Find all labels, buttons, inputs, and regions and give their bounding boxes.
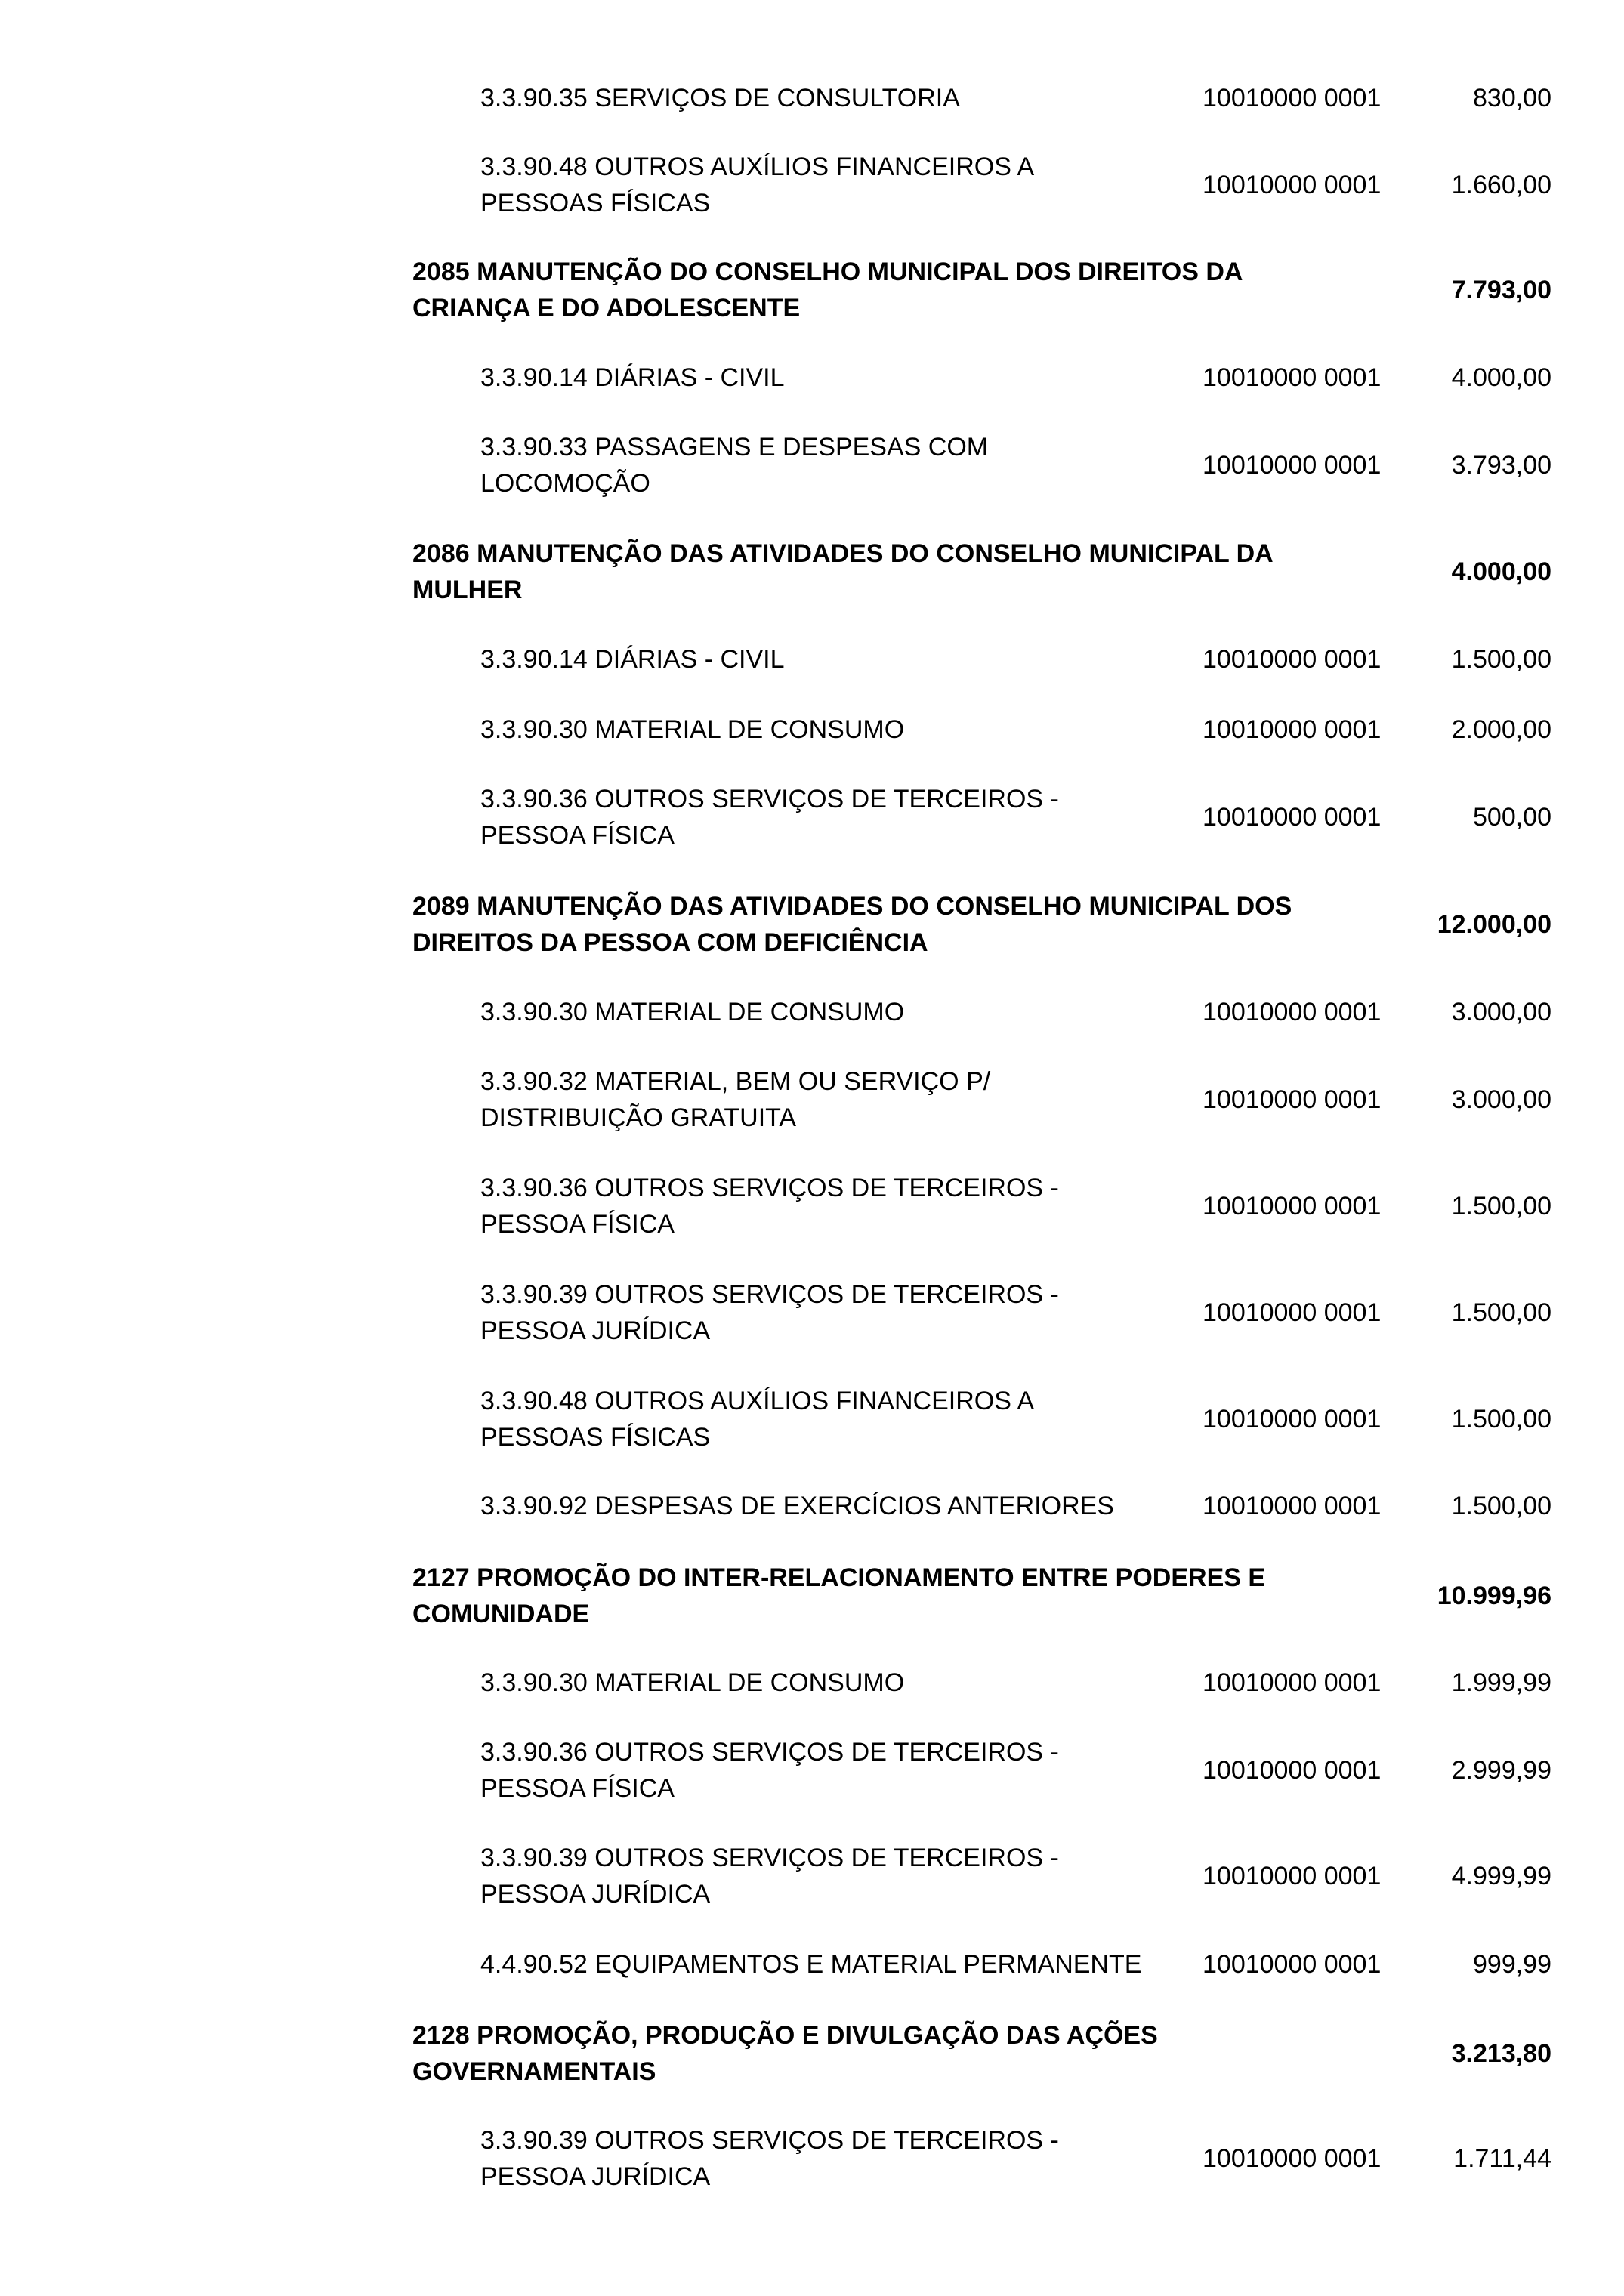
resource-source-code: 10010000 0001: [1203, 363, 1382, 392]
expense-item-row: [0, 80, 1624, 116]
action-heading-row: [0, 535, 1624, 608]
description-line: 2085 MANUTENÇÃO DO CONSELHO MUNICIPAL DOS DIREITOS DA: [412, 258, 1243, 286]
expense-description: [480, 429, 1206, 501]
description-line: MULHER: [412, 576, 523, 604]
expense-value: 1.500,00: [1451, 645, 1551, 674]
expense-description: [480, 360, 1206, 396]
resource-source-code: 10010000 0001: [1203, 1862, 1382, 1890]
action-total-value: 10.999,96: [1437, 1582, 1551, 1610]
expense-description: [480, 781, 1206, 853]
expense-item-row: [0, 1170, 1624, 1242]
action-heading-row: [0, 2017, 1624, 2090]
expense-item-row: [0, 1383, 1624, 1455]
expense-value: 4.000,00: [1451, 363, 1551, 392]
description-line: 3.3.90.35 SERVIÇOS DE CONSULTORIA: [480, 84, 960, 113]
description-line: DIREITOS DA PESSOA COM DEFICIÊNCIA: [412, 928, 928, 957]
expense-value: 1.500,00: [1451, 1192, 1551, 1221]
expense-value: 4.999,99: [1451, 1862, 1551, 1890]
expense-value: 1.500,00: [1451, 1492, 1551, 1520]
description-line: 3.3.90.39 OUTROS SERVIÇOS DE TERCEIROS -: [480, 2126, 1059, 2155]
description-line: COMUNIDADE: [412, 1600, 590, 1628]
action-total-value: 3.213,80: [1451, 2039, 1551, 2068]
description-line: 3.3.90.32 MATERIAL, BEM OU SERVIÇO P/: [480, 1067, 991, 1096]
expense-item-row: [0, 1276, 1624, 1349]
expense-description: [480, 1276, 1206, 1349]
resource-source-code: 10010000 0001: [1203, 645, 1382, 674]
expense-item-row: [0, 1840, 1624, 1912]
expense-description: [480, 80, 1206, 116]
action-total-value: 12.000,00: [1437, 910, 1551, 939]
resource-source-code: 10010000 0001: [1203, 2144, 1382, 2173]
description-line: 3.3.90.39 OUTROS SERVIÇOS DE TERCEIROS -: [480, 1844, 1059, 1872]
expense-item-row: [0, 994, 1624, 1030]
description-line: 3.3.90.92 DESPESAS DE EXERCÍCIOS ANTERIORES: [480, 1492, 1114, 1520]
resource-source-code: 10010000 0001: [1203, 1192, 1382, 1221]
action-heading-text: [412, 888, 1394, 961]
resource-source-code: 10010000 0001: [1203, 451, 1382, 480]
expense-item-row: [0, 1488, 1624, 1524]
resource-source-code: 10010000 0001: [1203, 1405, 1382, 1433]
expense-value: 3.793,00: [1451, 451, 1551, 480]
description-line: PESSOA JURÍDICA: [480, 1880, 711, 1909]
description-line: PESSOA JURÍDICA: [480, 1316, 711, 1345]
description-line: 3.3.90.30 MATERIAL DE CONSUMO: [480, 1668, 905, 1697]
description-line: DISTRIBUIÇÃO GRATUITA: [480, 1103, 797, 1132]
description-line: 3.3.90.36 OUTROS SERVIÇOS DE TERCEIROS -: [480, 785, 1059, 813]
expense-item-row: [0, 2122, 1624, 2195]
resource-source-code: 10010000 0001: [1203, 84, 1382, 113]
description-line: PESSOAS FÍSICAS: [480, 189, 711, 218]
expense-item-row: [0, 1734, 1624, 1807]
action-heading-text: [412, 535, 1394, 608]
expense-description: [480, 711, 1206, 748]
description-line: 2127 PROMOÇÃO DO INTER-RELACIONAMENTO ENTRE PODERES E: [412, 1563, 1266, 1592]
expense-description: [480, 1840, 1206, 1912]
expense-description: [480, 1488, 1206, 1524]
resource-source-code: 10010000 0001: [1203, 803, 1382, 832]
description-line: LOCOMOÇÃO: [480, 469, 650, 498]
resource-source-code: 10010000 0001: [1203, 1085, 1382, 1114]
description-line: 3.3.90.33 PASSAGENS E DESPESAS COM: [480, 433, 989, 461]
description-line: 3.3.90.14 DIÁRIAS - CIVIL: [480, 645, 785, 674]
resource-source-code: 10010000 0001: [1203, 715, 1382, 744]
resource-source-code: 10010000 0001: [1203, 998, 1382, 1026]
expense-item-row: [0, 711, 1624, 748]
description-line: 3.3.90.48 OUTROS AUXÍLIOS FINANCEIROS A: [480, 1387, 1035, 1415]
action-heading-row: [0, 1560, 1624, 1632]
expense-description: [480, 149, 1206, 221]
expense-item-row: [0, 641, 1624, 677]
expense-item-row: [0, 1665, 1624, 1701]
action-total-value: 4.000,00: [1451, 557, 1551, 586]
action-total-value: 7.793,00: [1451, 276, 1551, 304]
expense-value: 1.500,00: [1451, 1298, 1551, 1327]
description-line: 3.3.90.48 OUTROS AUXÍLIOS FINANCEIROS A: [480, 153, 1035, 181]
expense-description: [480, 1170, 1206, 1242]
expense-description: [480, 1734, 1206, 1807]
expense-description: [480, 994, 1206, 1030]
description-line: GOVERNAMENTAIS: [412, 2057, 656, 2086]
expense-item-row: [0, 781, 1624, 853]
expense-item-row: [0, 429, 1624, 501]
action-heading-row: [0, 254, 1624, 326]
expense-value: 1.711,44: [1453, 2144, 1551, 2173]
resource-source-code: 10010000 0001: [1203, 171, 1382, 199]
resource-source-code: 10010000 0001: [1203, 1668, 1382, 1697]
expense-item-row: [0, 1946, 1624, 1983]
resource-source-code: 10010000 0001: [1203, 1950, 1382, 1979]
expense-value: 1.999,99: [1451, 1668, 1551, 1697]
expense-value: 2.999,99: [1451, 1756, 1551, 1785]
action-heading-text: [412, 1560, 1394, 1632]
expense-item-row: [0, 360, 1624, 396]
description-line: CRIANÇA E DO ADOLESCENTE: [412, 294, 801, 322]
expense-value: 3.000,00: [1451, 998, 1551, 1026]
description-line: 3.3.90.30 MATERIAL DE CONSUMO: [480, 998, 905, 1026]
expense-item-row: [0, 1063, 1624, 1136]
description-line: 4.4.90.52 EQUIPAMENTOS E MATERIAL PERMANENTE: [480, 1950, 1142, 1979]
expense-item-row: [0, 149, 1624, 221]
description-line: 3.3.90.39 OUTROS SERVIÇOS DE TERCEIROS -: [480, 1280, 1059, 1309]
expense-description: [480, 641, 1206, 677]
action-heading-row: [0, 888, 1624, 961]
description-line: PESSOAS FÍSICAS: [480, 1423, 711, 1452]
description-line: 2086 MANUTENÇÃO DAS ATIVIDADES DO CONSELHO MUNICIPAL DA: [412, 539, 1274, 568]
resource-source-code: 10010000 0001: [1203, 1492, 1382, 1520]
expense-value: 1.660,00: [1451, 171, 1551, 199]
description-line: 3.3.90.36 OUTROS SERVIÇOS DE TERCEIROS -: [480, 1174, 1059, 1202]
action-heading-text: [412, 254, 1394, 326]
resource-source-code: 10010000 0001: [1203, 1298, 1382, 1327]
expense-value: 999,99: [1473, 1950, 1551, 1979]
description-line: 3.3.90.36 OUTROS SERVIÇOS DE TERCEIROS -: [480, 1738, 1059, 1767]
description-line: 3.3.90.30 MATERIAL DE CONSUMO: [480, 715, 905, 744]
expense-value: 2.000,00: [1451, 715, 1551, 744]
expense-value: 500,00: [1473, 803, 1551, 832]
expense-value: 3.000,00: [1451, 1085, 1551, 1114]
resource-source-code: 10010000 0001: [1203, 1756, 1382, 1785]
expense-description: [480, 1665, 1206, 1701]
expense-description: [480, 1063, 1206, 1136]
description-line: 2089 MANUTENÇÃO DAS ATIVIDADES DO CONSELHO MUNICIPAL DOS: [412, 892, 1292, 921]
expense-description: [480, 2122, 1206, 2195]
expense-value: 830,00: [1473, 84, 1551, 113]
expense-value: 1.500,00: [1451, 1405, 1551, 1433]
description-line: PESSOA FÍSICA: [480, 1210, 675, 1239]
expense-description: [480, 1946, 1206, 1983]
description-line: PESSOA JURÍDICA: [480, 2162, 711, 2191]
description-line: 2128 PROMOÇÃO, PRODUÇÃO E DIVULGAÇÃO DAS AÇÕES: [412, 2021, 1158, 2050]
description-line: PESSOA FÍSICA: [480, 1774, 675, 1803]
expense-description: [480, 1383, 1206, 1455]
description-line: PESSOA FÍSICA: [480, 821, 675, 850]
description-line: 3.3.90.14 DIÁRIAS - CIVIL: [480, 363, 785, 392]
action-heading-text: [412, 2017, 1394, 2090]
